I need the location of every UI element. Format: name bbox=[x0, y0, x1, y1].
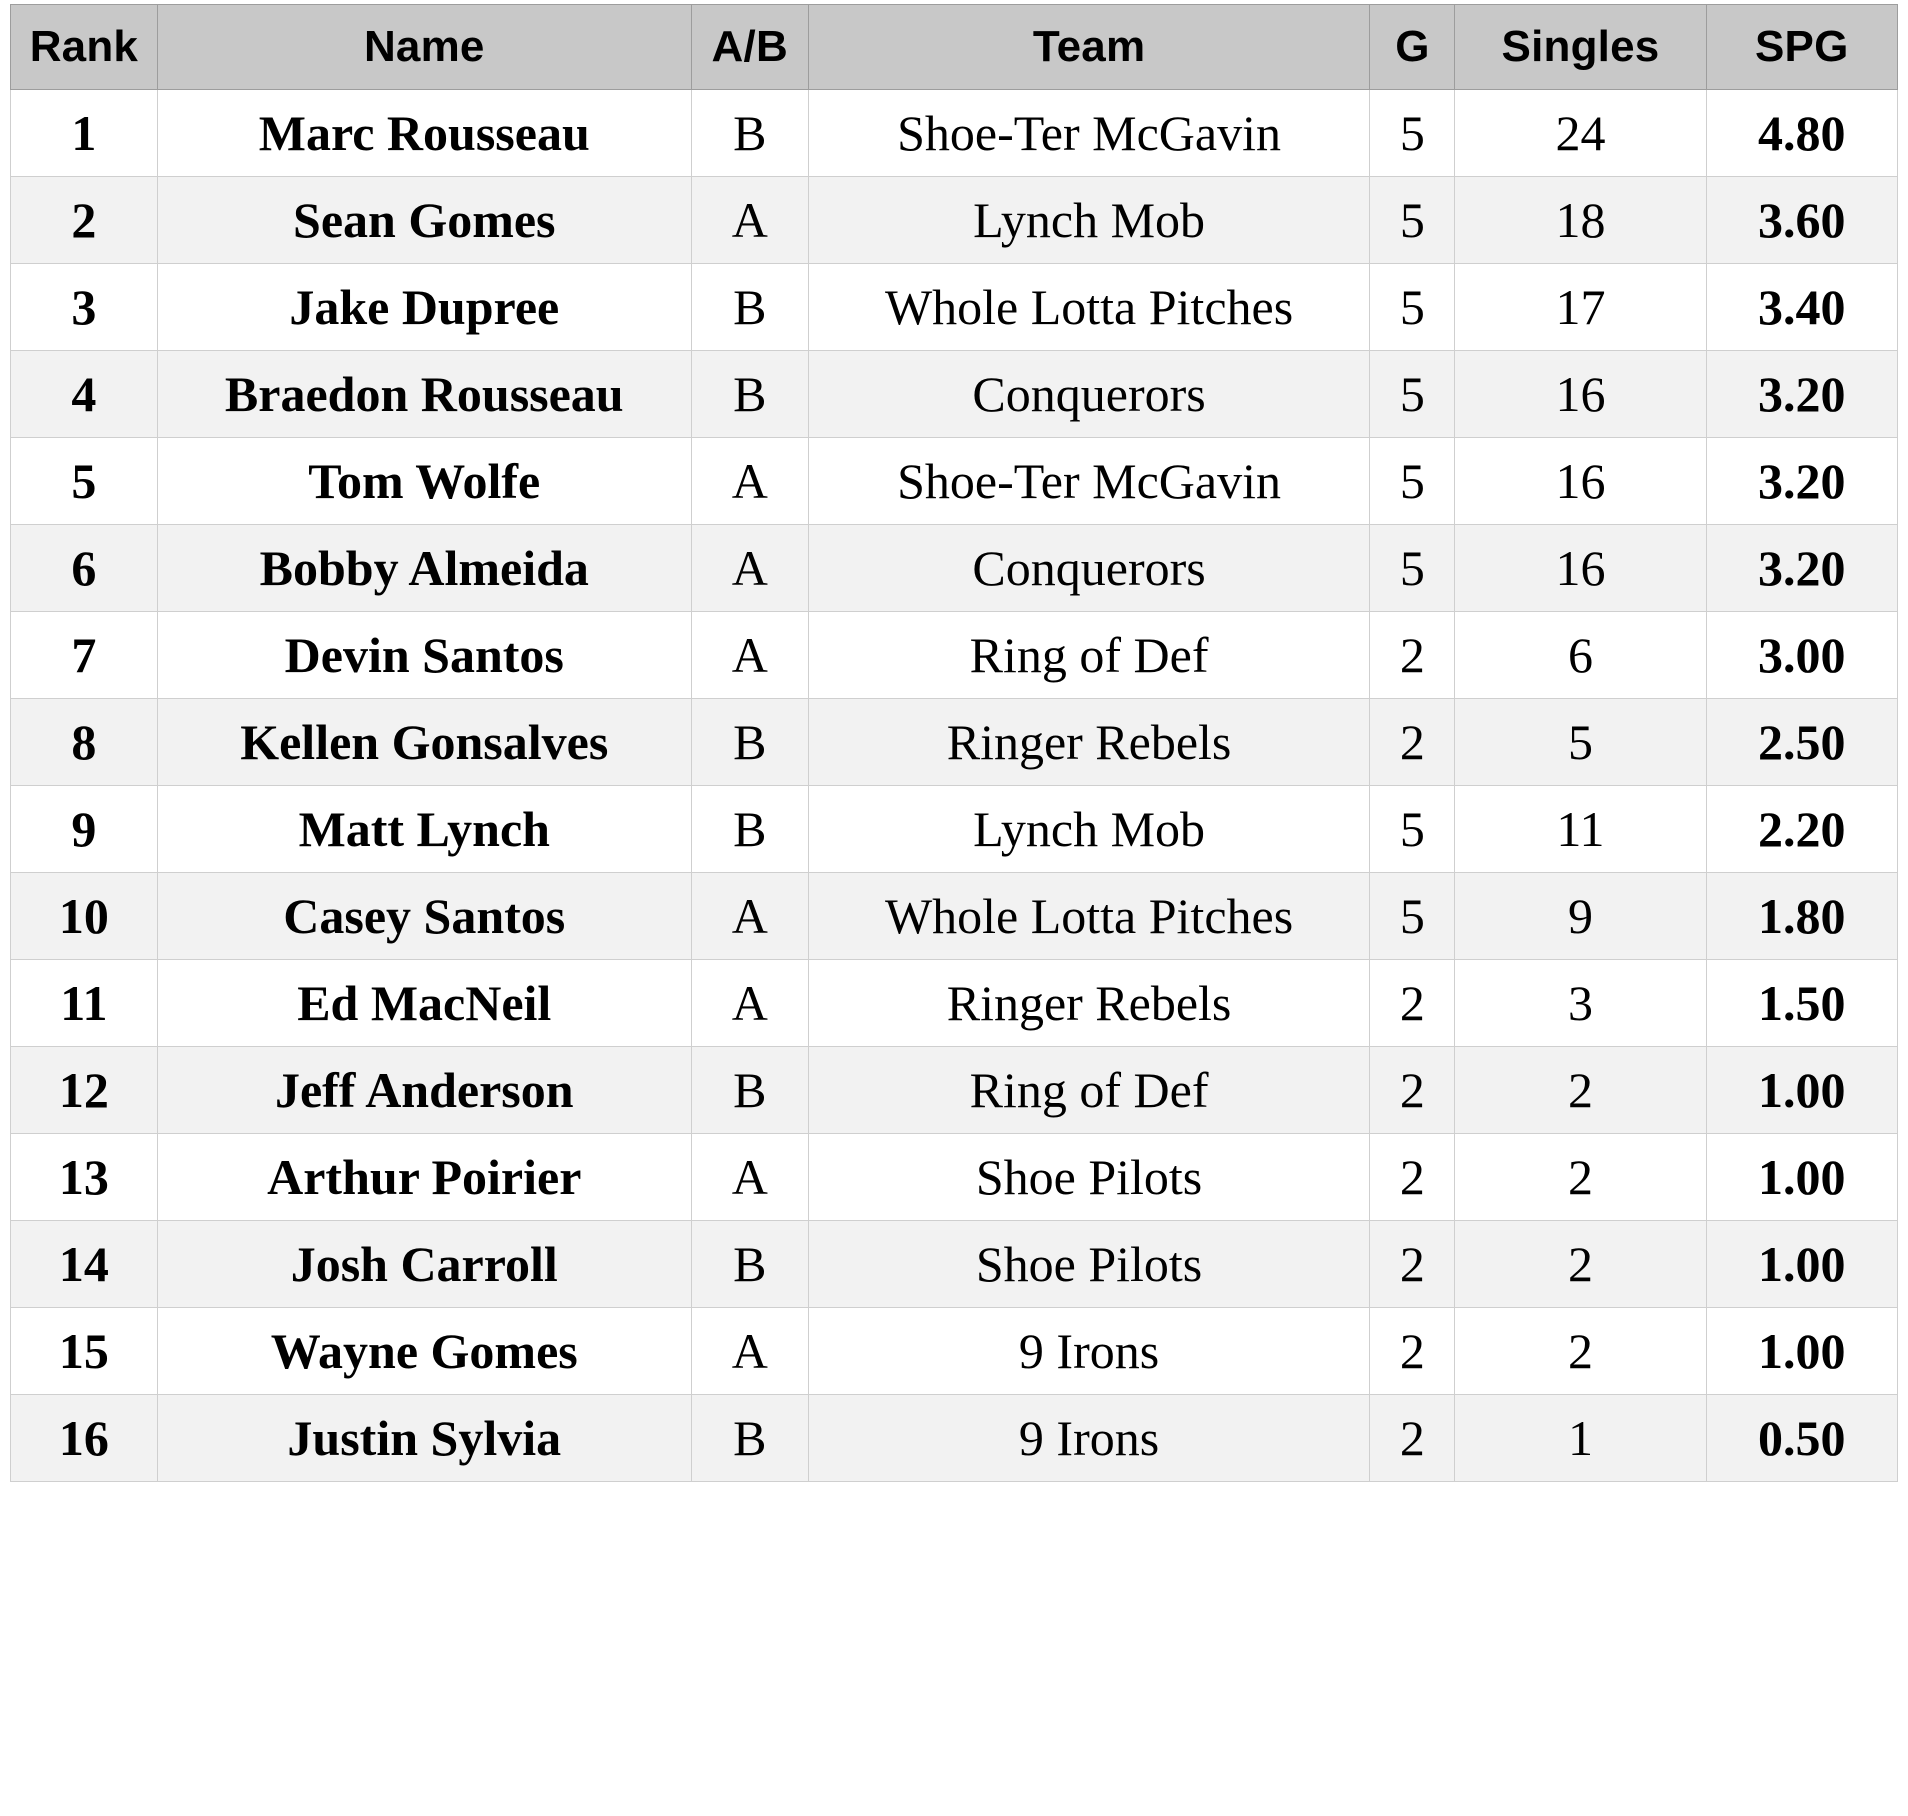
cell-name: Wayne Gomes bbox=[157, 1308, 691, 1395]
table-row bbox=[11, 525, 1898, 612]
column-header-name[interactable]: Name bbox=[157, 5, 691, 90]
table-row bbox=[11, 699, 1898, 786]
cell-rank: 12 bbox=[11, 1047, 158, 1134]
cell-g: 5 bbox=[1370, 264, 1455, 351]
column-header-spg[interactable]: SPG bbox=[1706, 5, 1898, 90]
cell-name: Braedon Rousseau bbox=[157, 351, 691, 438]
cell-name: Bobby Almeida bbox=[157, 525, 691, 612]
cell-singles: 16 bbox=[1455, 351, 1706, 438]
cell-ab: B bbox=[691, 351, 808, 438]
table-row bbox=[11, 177, 1898, 264]
table-header bbox=[11, 5, 1898, 90]
cell-singles: 2 bbox=[1455, 1047, 1706, 1134]
column-header-g[interactable]: G bbox=[1370, 5, 1455, 90]
cell-team: Lynch Mob bbox=[808, 786, 1370, 873]
cell-g: 5 bbox=[1370, 438, 1455, 525]
cell-ab: A bbox=[691, 1134, 808, 1221]
cell-rank: 7 bbox=[11, 612, 158, 699]
cell-singles: 1 bbox=[1455, 1395, 1706, 1482]
cell-g: 2 bbox=[1370, 1047, 1455, 1134]
cell-ab: A bbox=[691, 177, 808, 264]
cell-team: Ring of Def bbox=[808, 612, 1370, 699]
cell-spg: 3.20 bbox=[1706, 438, 1898, 525]
table-row bbox=[11, 1221, 1898, 1308]
cell-ab: B bbox=[691, 1047, 808, 1134]
cell-ab: B bbox=[691, 1221, 808, 1308]
cell-ab: A bbox=[691, 525, 808, 612]
cell-team: Conquerors bbox=[808, 525, 1370, 612]
cell-team: Shoe-Ter McGavin bbox=[808, 438, 1370, 525]
cell-spg: 1.00 bbox=[1706, 1047, 1898, 1134]
column-header-team[interactable]: Team bbox=[808, 5, 1370, 90]
cell-rank: 15 bbox=[11, 1308, 158, 1395]
cell-ab: A bbox=[691, 438, 808, 525]
cell-spg: 3.60 bbox=[1706, 177, 1898, 264]
cell-g: 5 bbox=[1370, 177, 1455, 264]
cell-name: Casey Santos bbox=[157, 873, 691, 960]
cell-spg: 1.00 bbox=[1706, 1134, 1898, 1221]
cell-g: 5 bbox=[1370, 90, 1455, 177]
cell-g: 2 bbox=[1370, 699, 1455, 786]
cell-ab: B bbox=[691, 264, 808, 351]
cell-g: 2 bbox=[1370, 960, 1455, 1047]
cell-name: Justin Sylvia bbox=[157, 1395, 691, 1482]
cell-singles: 16 bbox=[1455, 438, 1706, 525]
cell-name: Jake Dupree bbox=[157, 264, 691, 351]
cell-name: Kellen Gonsalves bbox=[157, 699, 691, 786]
table-row bbox=[11, 960, 1898, 1047]
table-row bbox=[11, 873, 1898, 960]
cell-name: Marc Rousseau bbox=[157, 90, 691, 177]
cell-ab: B bbox=[691, 786, 808, 873]
cell-singles: 18 bbox=[1455, 177, 1706, 264]
table-row bbox=[11, 90, 1898, 177]
cell-singles: 5 bbox=[1455, 699, 1706, 786]
cell-rank: 13 bbox=[11, 1134, 158, 1221]
cell-ab: B bbox=[691, 90, 808, 177]
cell-singles: 2 bbox=[1455, 1134, 1706, 1221]
column-header-ab[interactable]: A/B bbox=[691, 5, 808, 90]
table-row bbox=[11, 786, 1898, 873]
cell-g: 2 bbox=[1370, 612, 1455, 699]
cell-singles: 2 bbox=[1455, 1308, 1706, 1395]
table-row bbox=[11, 264, 1898, 351]
table-body bbox=[11, 90, 1898, 1482]
cell-rank: 3 bbox=[11, 264, 158, 351]
cell-g: 2 bbox=[1370, 1221, 1455, 1308]
cell-spg: 2.20 bbox=[1706, 786, 1898, 873]
cell-g: 5 bbox=[1370, 351, 1455, 438]
cell-g: 2 bbox=[1370, 1308, 1455, 1395]
cell-rank: 10 bbox=[11, 873, 158, 960]
table-row bbox=[11, 612, 1898, 699]
cell-ab: A bbox=[691, 873, 808, 960]
cell-g: 5 bbox=[1370, 525, 1455, 612]
cell-spg: 3.00 bbox=[1706, 612, 1898, 699]
cell-ab: A bbox=[691, 612, 808, 699]
cell-team: Ringer Rebels bbox=[808, 699, 1370, 786]
cell-team: Ringer Rebels bbox=[808, 960, 1370, 1047]
cell-spg: 1.00 bbox=[1706, 1221, 1898, 1308]
cell-g: 2 bbox=[1370, 1134, 1455, 1221]
cell-team: Shoe Pilots bbox=[808, 1221, 1370, 1308]
cell-team: 9 Irons bbox=[808, 1395, 1370, 1482]
cell-rank: 16 bbox=[11, 1395, 158, 1482]
cell-team: Whole Lotta Pitches bbox=[808, 264, 1370, 351]
cell-spg: 3.20 bbox=[1706, 525, 1898, 612]
cell-spg: 2.50 bbox=[1706, 699, 1898, 786]
cell-rank: 2 bbox=[11, 177, 158, 264]
cell-name: Sean Gomes bbox=[157, 177, 691, 264]
table-row bbox=[11, 1308, 1898, 1395]
cell-team: Ring of Def bbox=[808, 1047, 1370, 1134]
cell-rank: 9 bbox=[11, 786, 158, 873]
table-row bbox=[11, 1134, 1898, 1221]
cell-spg: 0.50 bbox=[1706, 1395, 1898, 1482]
player-singles-stats-table bbox=[10, 4, 1898, 1482]
cell-rank: 8 bbox=[11, 699, 158, 786]
table-header-row bbox=[11, 5, 1898, 90]
cell-team: Conquerors bbox=[808, 351, 1370, 438]
cell-name: Devin Santos bbox=[157, 612, 691, 699]
cell-rank: 6 bbox=[11, 525, 158, 612]
cell-name: Ed MacNeil bbox=[157, 960, 691, 1047]
cell-rank: 5 bbox=[11, 438, 158, 525]
cell-team: Shoe Pilots bbox=[808, 1134, 1370, 1221]
cell-rank: 1 bbox=[11, 90, 158, 177]
cell-g: 5 bbox=[1370, 873, 1455, 960]
cell-singles: 17 bbox=[1455, 264, 1706, 351]
cell-ab: B bbox=[691, 699, 808, 786]
cell-g: 5 bbox=[1370, 786, 1455, 873]
cell-singles: 16 bbox=[1455, 525, 1706, 612]
cell-spg: 4.80 bbox=[1706, 90, 1898, 177]
cell-ab: A bbox=[691, 960, 808, 1047]
cell-ab: A bbox=[691, 1308, 808, 1395]
cell-team: Lynch Mob bbox=[808, 177, 1370, 264]
cell-g: 2 bbox=[1370, 1395, 1455, 1482]
column-header-rank[interactable]: Rank bbox=[11, 5, 158, 90]
table-row bbox=[11, 1395, 1898, 1482]
cell-singles: 6 bbox=[1455, 612, 1706, 699]
cell-singles: 11 bbox=[1455, 786, 1706, 873]
cell-spg: 1.00 bbox=[1706, 1308, 1898, 1395]
table-row bbox=[11, 1047, 1898, 1134]
cell-name: Matt Lynch bbox=[157, 786, 691, 873]
cell-singles: 9 bbox=[1455, 873, 1706, 960]
cell-team: Whole Lotta Pitches bbox=[808, 873, 1370, 960]
table-row bbox=[11, 438, 1898, 525]
cell-name: Jeff Anderson bbox=[157, 1047, 691, 1134]
cell-spg: 3.20 bbox=[1706, 351, 1898, 438]
cell-spg: 1.80 bbox=[1706, 873, 1898, 960]
cell-singles: 3 bbox=[1455, 960, 1706, 1047]
cell-rank: 4 bbox=[11, 351, 158, 438]
cell-ab: B bbox=[691, 1395, 808, 1482]
cell-spg: 1.50 bbox=[1706, 960, 1898, 1047]
cell-team: Shoe-Ter McGavin bbox=[808, 90, 1370, 177]
cell-singles: 24 bbox=[1455, 90, 1706, 177]
cell-name: Tom Wolfe bbox=[157, 438, 691, 525]
cell-team: 9 Irons bbox=[808, 1308, 1370, 1395]
cell-singles: 2 bbox=[1455, 1221, 1706, 1308]
cell-rank: 14 bbox=[11, 1221, 158, 1308]
cell-spg: 3.40 bbox=[1706, 264, 1898, 351]
table-row bbox=[11, 351, 1898, 438]
cell-name: Arthur Poirier bbox=[157, 1134, 691, 1221]
column-header-singles[interactable]: Singles bbox=[1455, 5, 1706, 90]
cell-rank: 11 bbox=[11, 960, 158, 1047]
cell-name: Josh Carroll bbox=[157, 1221, 691, 1308]
